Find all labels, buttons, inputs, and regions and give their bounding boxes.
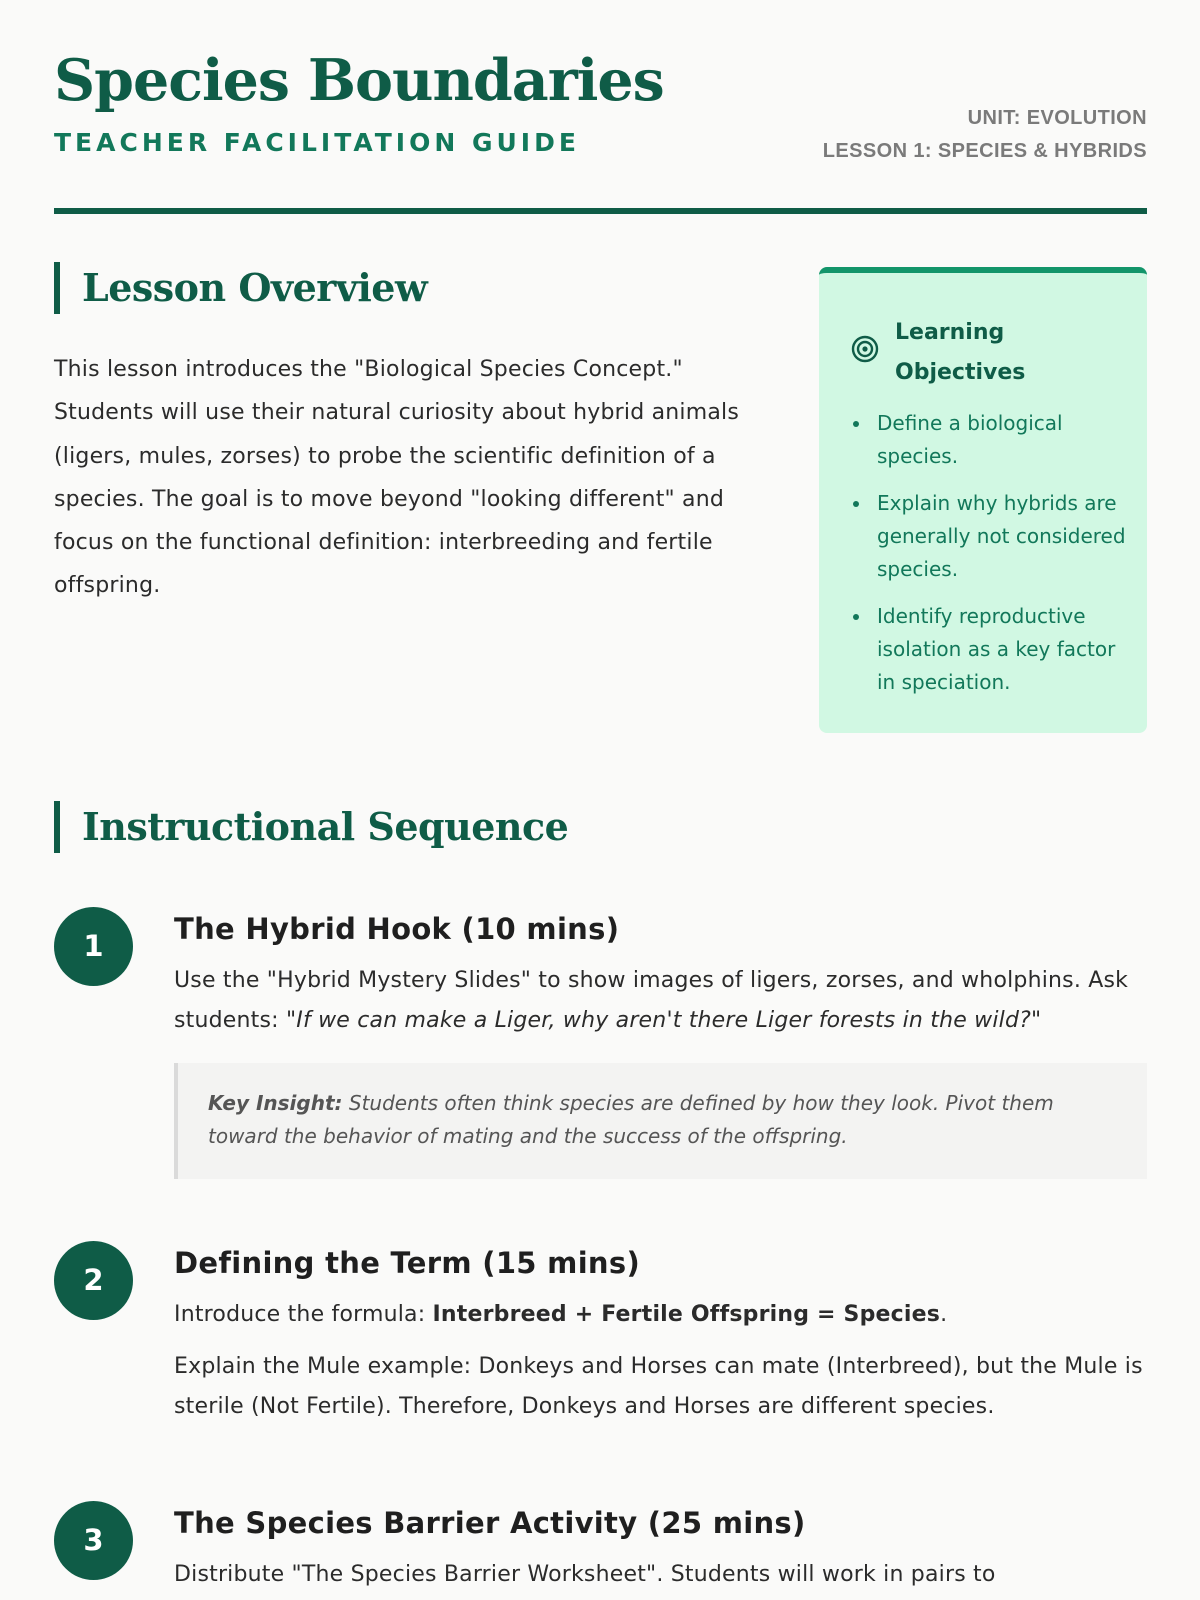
target-icon xyxy=(851,335,879,363)
lesson-meta xyxy=(823,102,1147,168)
step-text: Distribute "The Species Barrier Worksheet". Students will work in pairs to xyxy=(174,1562,996,1587)
formula-text xyxy=(174,1295,1147,1335)
overview-heading: Lesson Overview xyxy=(54,262,427,314)
step-title: Defining the Term (15 mins) xyxy=(174,1246,640,1280)
objective-item: Define a biological species. xyxy=(877,407,1127,473)
guide-header xyxy=(54,0,1147,214)
step-quote: "If we can make a Liger, why aren't there Liger forests in the wild?" xyxy=(285,1008,1042,1033)
formula-intro: Introduce the formula: xyxy=(174,1302,433,1327)
step-number-badge: 3 xyxy=(54,1501,133,1580)
step-number-badge: 2 xyxy=(54,1241,133,1320)
step-number-badge: 1 xyxy=(54,907,133,986)
unit-label: UNIT: EVOLUTION xyxy=(967,107,1147,129)
page-subtitle: TEACHER FACILITATION GUIDE xyxy=(54,128,580,157)
step-title: The Species Barrier Activity (25 mins) xyxy=(174,1506,806,1540)
objectives-title: Learning Objectives xyxy=(895,320,1026,385)
step-text: Explain the Mule example: Donkeys and Horses can mate (Interbreed), but the Mule is sterile (Not Fertile). Therefore, Donkeys and Horses are different species. xyxy=(174,1354,1143,1419)
page-title: Species Boundaries xyxy=(54,47,664,114)
step-body xyxy=(174,1501,1147,1595)
formula-end: . xyxy=(940,1302,948,1327)
step-text-lead: Use the "Hybrid Mystery Slides" to show images of ligers, zorses, and wholphins. Ask students: xyxy=(174,968,1129,1033)
key-insight-callout xyxy=(174,1063,1147,1179)
objective-item: Identify reproductive isolation as a key factor in speciation. xyxy=(877,600,1127,699)
step-body xyxy=(174,1241,1147,1427)
learning-objectives-box xyxy=(819,267,1147,733)
step-text xyxy=(174,961,1147,1041)
objectives-list xyxy=(877,407,1127,713)
species-formula: Interbreed + Fertile Offspring = Species xyxy=(432,1302,941,1327)
objective-item: Explain why hybrids are generally not considered species. xyxy=(877,487,1127,586)
lesson-label: LESSON 1: SPECIES & HYBRIDS xyxy=(822,140,1147,162)
step-body xyxy=(174,907,1147,1179)
step-title: The Hybrid Hook (10 mins) xyxy=(174,912,620,946)
insight-label: Key Insight: xyxy=(208,1091,343,1115)
sequence-heading: Instructional Sequence xyxy=(54,801,568,853)
guide-page xyxy=(54,0,1147,1587)
insight-text: Students often think species are defined by how they look. Pivot them toward the behavior of mating and the success of the offspring. xyxy=(208,1091,1054,1148)
overview-text: This lesson introduces the "Biological Species Concept." Students will use their natural curiosity about hybrid animals (ligers, mules, zorses) to probe the scientific definition of a species. The goal is to move beyond "looking different" and focus on the functional definition: interbreeding and fertile offspring. xyxy=(54,357,740,599)
